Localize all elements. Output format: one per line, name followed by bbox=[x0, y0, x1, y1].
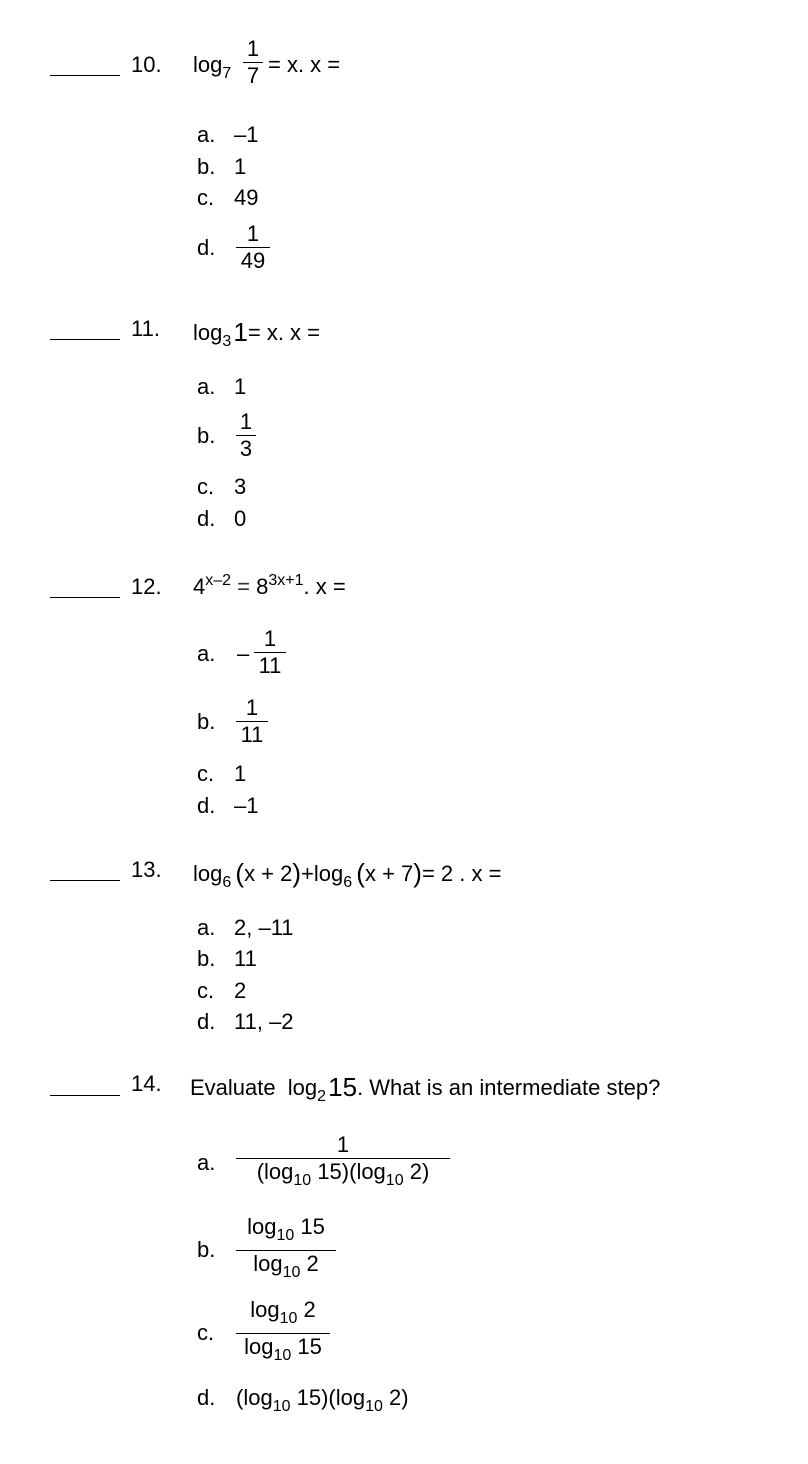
answer-blank-14[interactable] bbox=[50, 1095, 120, 1096]
q10-option-a[interactable]: a. –1 bbox=[197, 122, 259, 147]
answer-blank-10[interactable] bbox=[50, 75, 120, 76]
question-14-prompt: Evaluate $\log_2 15$. What is an intermediate step? bbox=[190, 1072, 661, 1105]
question-number-12: 12. bbox=[131, 574, 162, 599]
q11-option-d[interactable]: d. 0 bbox=[197, 506, 247, 531]
q13-option-b[interactable]: b. 11 bbox=[197, 946, 257, 971]
q14-option-b-fraction: $\log_{10} 15$ $\log_{10} 2$ bbox=[236, 1215, 336, 1279]
q12-option-a[interactable]: a. – bbox=[197, 641, 250, 666]
q14-option-a[interactable]: a. bbox=[197, 1150, 216, 1175]
q10-option-d-fraction: 1 49 bbox=[236, 222, 270, 273]
q13-option-a[interactable]: a. 2, –11 bbox=[197, 915, 294, 940]
q10-option-d[interactable]: d. bbox=[197, 235, 216, 260]
q12-option-b[interactable]: b. bbox=[197, 709, 216, 734]
q11-option-a[interactable]: a. 1 bbox=[197, 374, 247, 399]
q11-option-c[interactable]: c. 3 bbox=[197, 474, 247, 499]
question-11-expression: $\log_3 1= x$. x = bbox=[193, 317, 321, 350]
question-number-13: 13. bbox=[131, 857, 162, 882]
q10-option-b[interactable]: b. 1 bbox=[197, 154, 247, 179]
q14-option-c-fraction: $\log_{10} 2$ $\log_{10} 15$ bbox=[236, 1298, 330, 1362]
q14-option-d[interactable]: d. ($\log_{10}$ $15)(\log_{10}$ 2) bbox=[197, 1385, 409, 1415]
q10-option-c[interactable]: c. 49 bbox=[197, 185, 259, 210]
q14-option-c[interactable]: c. bbox=[197, 1320, 215, 1345]
question-13-expression: $\log_6 (x + 2)+\log_6$ (x + 7)= 2 . x = bbox=[193, 858, 502, 891]
answer-blank-12[interactable] bbox=[50, 597, 120, 598]
q13-option-c[interactable]: c. 2 bbox=[197, 978, 247, 1003]
question-number-14: 14. bbox=[131, 1071, 162, 1096]
q11-option-b-fraction: 1 3 bbox=[236, 410, 256, 461]
q12-option-d[interactable]: d. –1 bbox=[197, 793, 259, 818]
question-number-10: 10. bbox=[131, 52, 162, 77]
q12-option-c[interactable]: c. 1 bbox=[197, 761, 247, 786]
q11-option-b[interactable]: b. bbox=[197, 423, 216, 448]
question-10-expression: $\log_7$ bbox=[193, 52, 232, 82]
q12-option-b-fraction: 1 11 bbox=[236, 696, 268, 747]
answer-blank-13[interactable] bbox=[50, 880, 120, 881]
question-10-fraction: 1 7 bbox=[243, 37, 263, 88]
question-12-expression: $4^{x-2} = 8^{3x+1}$. x = bbox=[193, 572, 346, 599]
q14-option-a-fraction: 1 ($\log_{10}$ $15)(\log_{10}$ 2) bbox=[236, 1133, 450, 1187]
answer-blank-11[interactable] bbox=[50, 339, 120, 340]
q13-option-d[interactable]: d. 11, –2 bbox=[197, 1009, 294, 1034]
question-10-tail: = x. x = bbox=[268, 52, 341, 77]
question-number-11: 11. bbox=[131, 316, 160, 341]
q14-option-b[interactable]: b. bbox=[197, 1237, 216, 1262]
q12-option-a-fraction: 1 11 bbox=[254, 627, 286, 678]
